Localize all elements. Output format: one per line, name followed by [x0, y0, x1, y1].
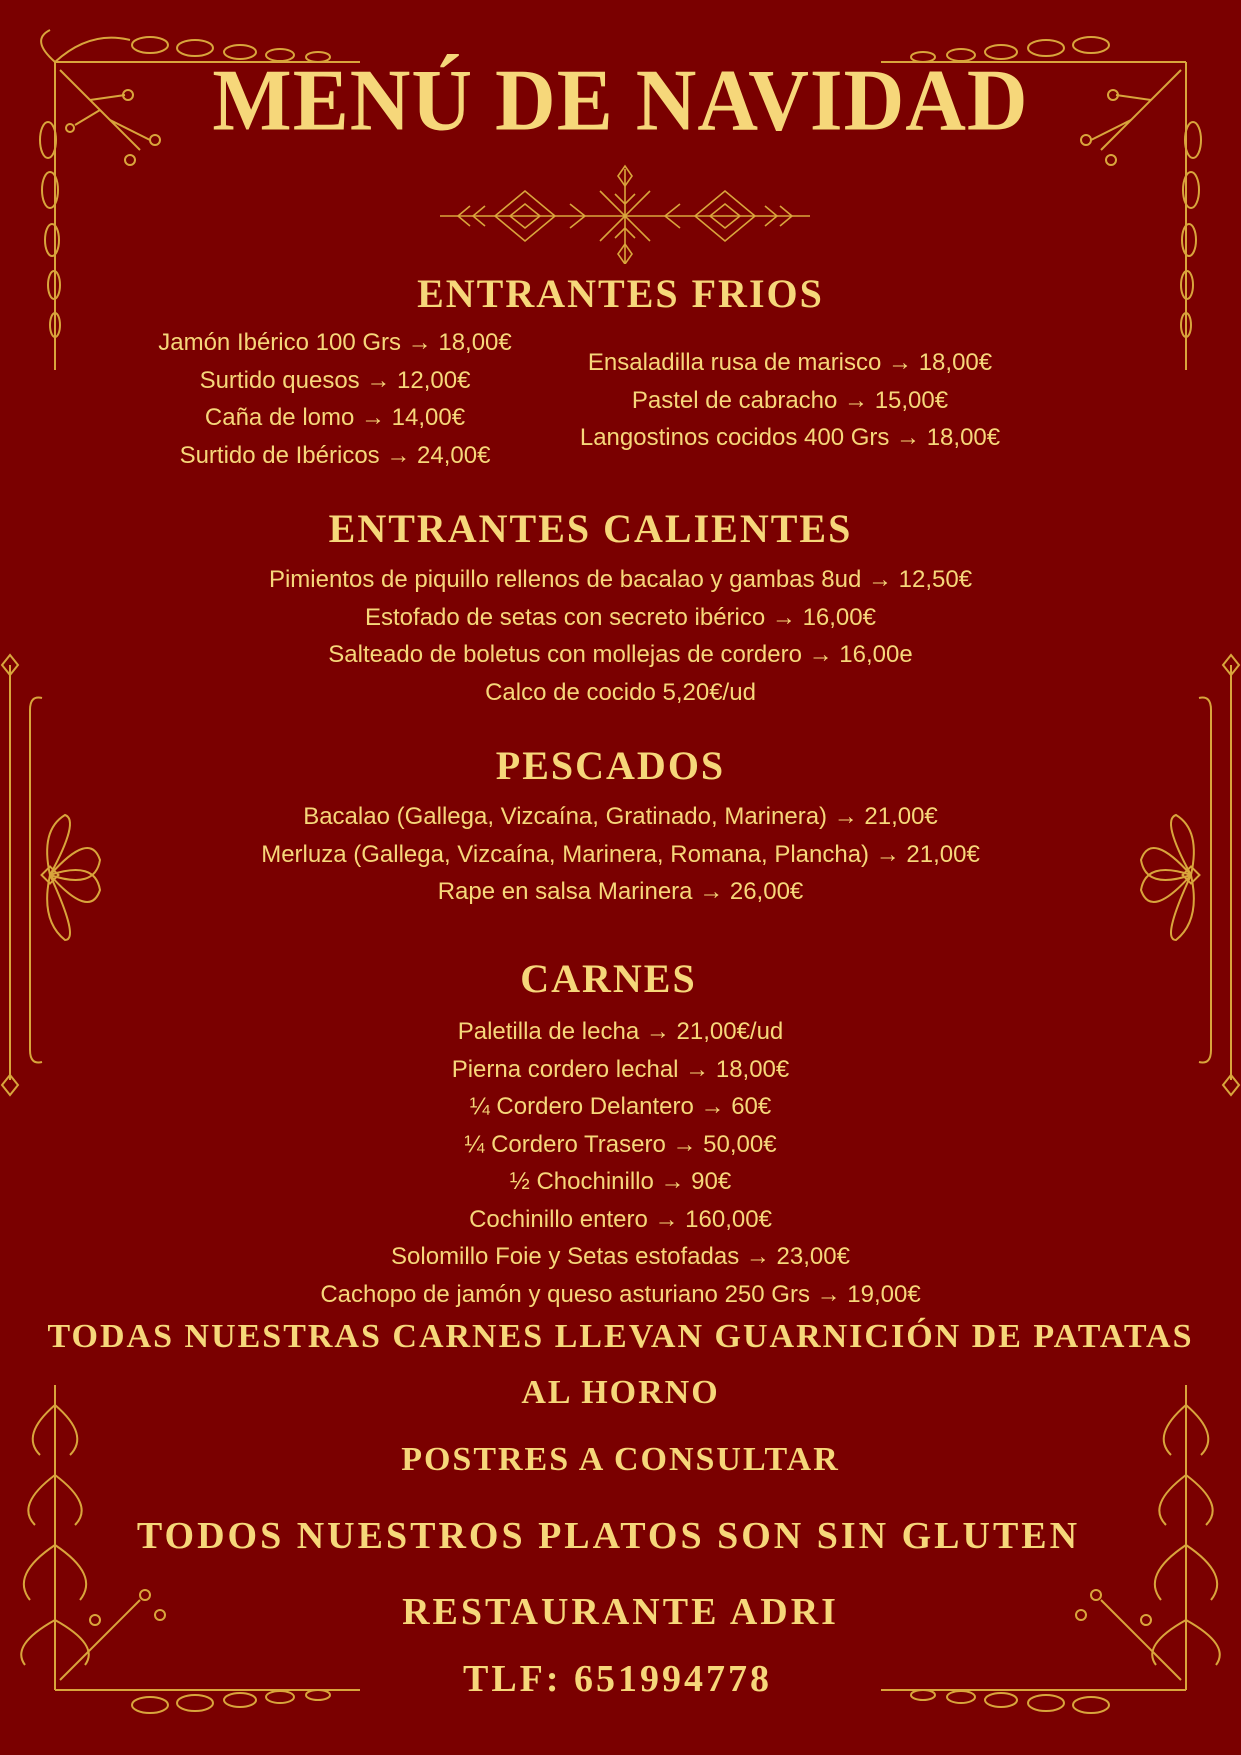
list-item: Jamón Ibérico 100 Grs → 18,00€	[158, 329, 512, 356]
desserts-note: POSTRES A CONSULTAR	[401, 1441, 840, 1478]
list-item: Ensaladilla rusa de marisco → 18,00€	[587, 349, 993, 376]
list-item: Merluza (Gallega, Vizcaína, Marinera, Romana, Plancha) → 21,00€	[261, 840, 980, 868]
list-item: Pastel de cabracho → 15,00€	[631, 386, 949, 414]
phone-number: TLF: 651994778	[462, 1658, 773, 1700]
restaurant-name: RESTAURANTE ADRI	[402, 1591, 839, 1633]
list-item: Calco de cocido 5,20€/ud	[485, 678, 756, 706]
garnish-note-line2: AL HORNO	[521, 1374, 720, 1411]
entrantes-frios-heading: ENTRANTES FRIOS	[417, 271, 824, 316]
list-item: Surtido quesos → 12,00€	[199, 366, 471, 394]
list-item: Bacalao (Gallega, Vizcaína, Gratinado, Marinera) → 21,00€	[303, 803, 938, 830]
list-item: Pimientos de piquillo rellenos de bacalao y gambas 8ud → 12,50€	[268, 566, 973, 593]
carnes-list	[0, 1013, 1241, 1313]
list-item: Langostinos cocidos 400 Grs → 18,00€	[579, 424, 1001, 451]
page-title: MENÚ DE NAVIDAD	[212, 51, 1029, 150]
entrantes-calientes-list	[0, 561, 1241, 711]
list-item: Salteado de boletus con mollejas de cordero → 16,00e	[328, 641, 913, 668]
list-item: Cochinillo entero → 160,00€	[469, 1205, 772, 1233]
list-item: ½ Chochinillo → 90€	[509, 1168, 732, 1195]
list-item: Cachopo de jamón y queso asturiano 250 Grs → 19,00€	[320, 1280, 921, 1308]
list-item: Estofado de setas con secreto ibérico → 16,00€	[365, 603, 876, 631]
pescados-list	[0, 798, 1241, 911]
list-item: ¼ Cordero Delantero → 60€	[469, 1093, 772, 1120]
list-item: Solomillo Foie y Setas estofadas → 23,00€	[391, 1243, 850, 1270]
snowflake-divider-icon	[440, 164, 810, 264]
entrantes-frios-left-list	[100, 324, 570, 474]
list-item: Rape en salsa Marinera → 26,00€	[437, 878, 804, 905]
list-item: Pierna cordero lechal → 18,00€	[451, 1055, 790, 1083]
garnish-note-line1: TODAS NUESTRAS CARNES LLEVAN GUARNICIÓN DE PATATAS	[47, 1318, 1194, 1355]
list-item: Surtido de Ibéricos → 24,00€	[179, 441, 491, 469]
list-item: Caña de lomo → 14,00€	[204, 404, 466, 431]
carnes-heading: CARNES	[520, 956, 697, 1001]
gluten-free-note: TODOS NUESTROS PLATOS SON SIN GLUTEN	[136, 1515, 1081, 1557]
entrantes-calientes-heading: ENTRANTES CALIENTES	[328, 506, 853, 551]
entrantes-frios-right-list	[540, 344, 1040, 457]
pescados-heading: PESCADOS	[495, 743, 726, 788]
list-item: Paletilla de lecha → 21,00€/ud	[457, 1018, 784, 1045]
list-item: ¼ Cordero Trasero → 50,00€	[464, 1130, 777, 1158]
